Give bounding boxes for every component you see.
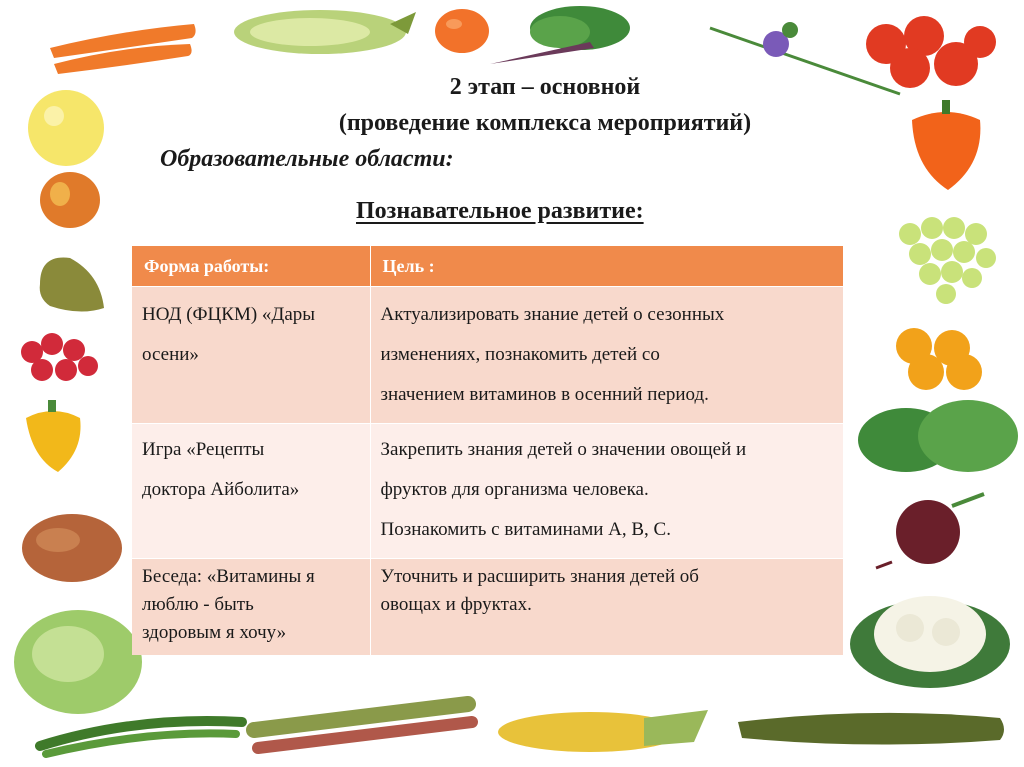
slide-subtitle: Образовательные области: — [160, 146, 454, 172]
green-beans-image — [36, 708, 246, 758]
zucchini-image — [732, 700, 1012, 752]
cell-text: Познакомить с витаминами А, В, С. — [380, 518, 671, 540]
section-heading: Познавательное развитие: — [356, 198, 644, 224]
cell-form — [132, 286, 370, 423]
column-header-goal: Цель : — [370, 246, 844, 286]
cell-text: Уточнить и расширить знания детей об — [380, 565, 699, 587]
apple-image — [36, 166, 106, 230]
slide-title-subline: (проведение комплекса мероприятий) — [338, 110, 752, 136]
carrots-image — [44, 12, 204, 72]
cell-text: НОД (ФЦКМ) «Дары — [142, 303, 316, 325]
cauliflower-image — [846, 580, 1016, 692]
cell-form — [132, 423, 370, 558]
rhubarb-image — [248, 690, 478, 760]
cell-text: значением витаминов в осенний период. — [380, 383, 709, 405]
lettuce-image — [8, 608, 148, 718]
cell-text: здоровым я хочу» — [142, 621, 287, 643]
column-header-form: Форма работы: — [132, 246, 370, 286]
cell-text: Закрепить знания детей о значении овощей и — [380, 438, 747, 460]
cell-text: люблю - быть — [142, 593, 254, 615]
raspberries-image — [18, 330, 100, 386]
grapes-image — [886, 194, 1006, 314]
cell-text: осени» — [142, 343, 199, 365]
cell-goal — [370, 423, 844, 558]
leafy-greens-image — [490, 2, 650, 72]
table-row — [132, 286, 844, 423]
yellow-pepper-image — [18, 398, 88, 476]
cell-text: Актуализировать знание детей о сезонных — [380, 303, 725, 325]
sweet-potato-image — [18, 506, 126, 590]
table-header-row — [132, 246, 844, 286]
cell-text: изменениях, познакомить детей со — [380, 343, 660, 365]
cell-text: Игра «Рецепты — [142, 438, 265, 460]
table-row — [132, 558, 844, 655]
pear-image — [30, 244, 110, 318]
table-row — [132, 423, 844, 558]
beet-image — [872, 490, 992, 570]
spinach-image — [852, 392, 1022, 490]
orange-image — [432, 6, 492, 56]
cell-form — [132, 558, 370, 655]
cell-goal — [370, 558, 844, 655]
cell-text: фруктов для организма человека. — [380, 478, 649, 500]
cell-text: овощах и фруктах. — [380, 593, 532, 615]
apricots-image — [890, 326, 990, 392]
slide-title: 2 этап – основной — [449, 74, 641, 100]
cell-goal — [370, 286, 844, 423]
corn-image — [230, 4, 420, 60]
cell-text: доктора Айболита» — [142, 478, 300, 500]
activities-table — [132, 246, 844, 655]
corn-cob-image — [494, 702, 714, 758]
cell-text: Беседа: «Витамины я — [142, 565, 315, 587]
